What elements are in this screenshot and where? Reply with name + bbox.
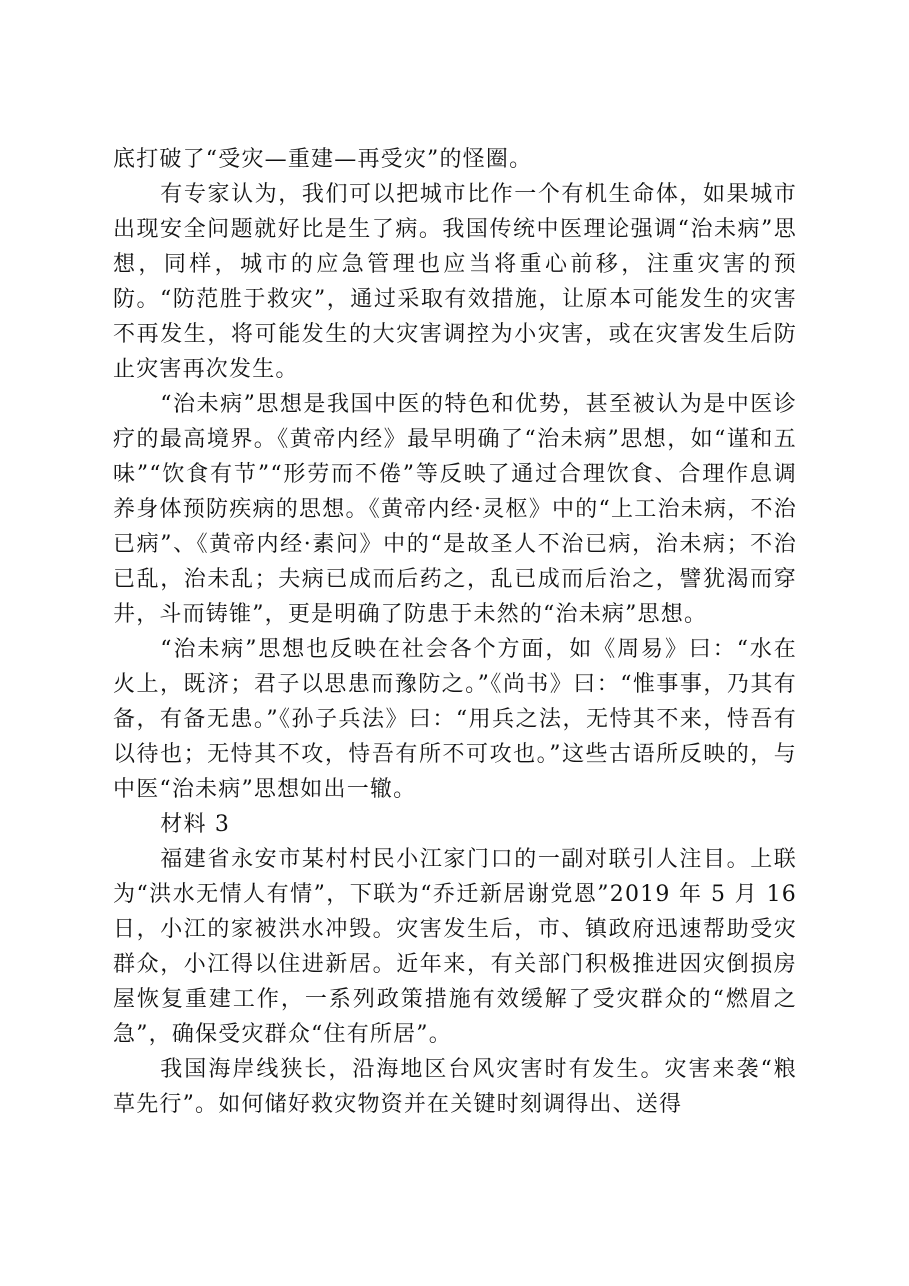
paragraph-ancient-sayings: “治未病”思想也反映在社会各个方面，如《周易》曰：“水在火上，既济；君子以思患而豫防之。”《尚书》曰：“惟事事，乃其有备，有备无患。”《孙子兵法》曰：“用兵之法，无恃其不来，恃吾有以待也；无恃其不攻，恃吾有所不可攻也。”这些古语所反映的，与中医“治未病”思想如出一辙。: [113, 637, 797, 802]
section-heading-material-3: 材料 3: [160, 812, 231, 837]
paragraph-continuation: 底打破了“受灾—重建—再受灾”的怪圈。: [113, 147, 533, 172]
paragraph-expert-opinion: 有专家认为，我们可以把城市比作一个有机生命体，如果城市出现安全问题就好比是生了病。我国传统中医理论强调“治未病”思想，同样，城市的应急管理也应当将重心前移，注重灾害的预防。“防范胜于救灾”，通过采取有效措施，让原本可能发生的灾害不再发生，将可能发生的大灾害调控为小灾害，或在灾害发生后防止灾害再次发生。: [113, 182, 797, 382]
paragraph-fujian-couplet: 福建省永安市某村村民小江家门口的一副对联引人注目。上联为“洪水无情人有情”，下联为“乔迁新居谢党恩”2019 年 5 月 16 日，小江的家被洪水冲毁。灾害发生后，市、镇政府迅速帮助受灾群众，小江得以住进新居。近年来，有关部门积极推进因灾倒损房屋恢复重建工作，一系列政策措施有效缓解了受灾群众的“燃眉之急”，确保受灾群众“住有所居”。: [113, 847, 797, 1047]
paragraph-tcm-huangdi-neijing: “治未病”思想是我国中医的特色和优势，甚至被认为是中医诊疗的最高境界。《黄帝内经》最早明确了“治未病”思想，如“谨和五味”“饮食有节”“形劳而不倦”等反映了通过合理饮食、合理作息调养身体预防疾病的思想。《黄帝内经·灵枢》中的“上工治未病，不治已病”、《黄帝内经·素问》中的“是故圣人不治已病，治未病；不治已乱，治未乱；夫病已成而后药之，乱已成而后治之，譬犹渴而穿井，斗而铸锥”，更是明确了防患于未然的“治未病”思想。: [113, 392, 797, 627]
paragraph-coastal-typhoon: 我国海岸线狭长，沿海地区台风灾害时有发生。灾害来袭“粮草先行”。如何储好救灾物资并在关键时刻调得出、送得: [113, 1057, 797, 1117]
document-body: [113, 142, 797, 1122]
